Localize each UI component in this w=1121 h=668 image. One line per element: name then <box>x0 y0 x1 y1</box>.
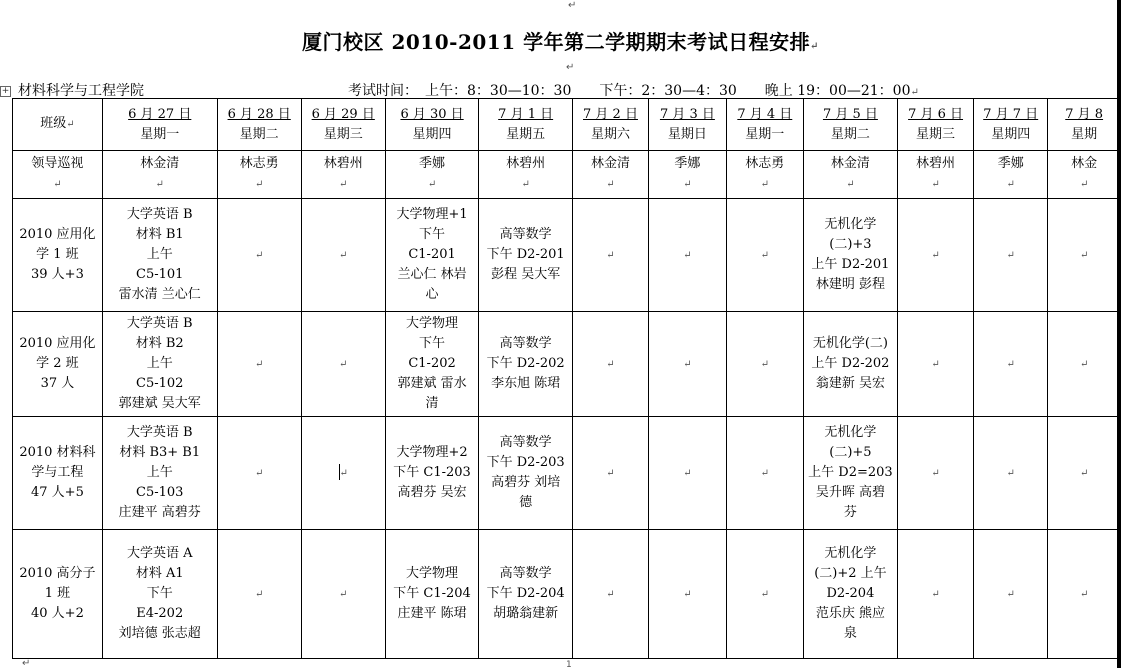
leader-label: 领导巡视 <box>31 156 84 171</box>
exam-cell[interactable] <box>479 417 573 530</box>
cell-mark: ↵ <box>931 358 940 370</box>
empty-cell[interactable] <box>572 312 648 417</box>
date-label: 7 月 3 日 <box>659 106 715 122</box>
leader-name: 林碧州 <box>323 156 363 171</box>
leader-cell[interactable] <box>102 151 217 199</box>
empty-cell[interactable] <box>898 312 974 417</box>
date-header-cell[interactable] <box>649 99 727 151</box>
leader-cell[interactable] <box>479 151 573 199</box>
cell-mark: ↵ <box>760 588 769 600</box>
cell-line: 学 2 班 <box>36 356 79 371</box>
class-row <box>13 199 1121 312</box>
exam-time-text: 考试时间： 上午：8：30—10：30 下午：2：30—4：30 晚上 19：00—21：00 <box>348 83 911 99</box>
leader-name: 林金 <box>1071 156 1098 171</box>
empty-cell[interactable] <box>649 312 727 417</box>
empty-cell[interactable] <box>572 530 648 659</box>
paragraph-mark: ↵ <box>566 62 575 73</box>
cell-mark: ↵ <box>1006 249 1015 261</box>
empty-cell[interactable] <box>898 530 974 659</box>
weekday-label: 星期二 <box>830 126 870 142</box>
cell-line: 下午 <box>419 336 446 351</box>
cell-line: (二)+2 上午 <box>814 566 887 581</box>
date-label: 7 月 8 <box>1065 106 1104 122</box>
cell-line: 上午 D2=203 <box>808 465 893 480</box>
date-header-cell[interactable] <box>217 99 301 151</box>
cell-line: 材料 B3+ B1 <box>119 445 201 460</box>
cell-mark: ↵ <box>931 249 940 261</box>
exam-cell[interactable] <box>385 199 479 312</box>
cell-line: 大学物理+2 <box>396 445 468 460</box>
cell-mark: ↵ <box>339 467 348 479</box>
cell-line: 刘培德 张志超 <box>118 626 201 641</box>
cell-line: 上午 <box>146 356 173 371</box>
page-title <box>0 26 1121 55</box>
empty-cell[interactable] <box>649 199 727 312</box>
exam-cell[interactable] <box>102 417 217 530</box>
exam-cell[interactable] <box>803 199 897 312</box>
cell-line: 无机化学 <box>824 425 877 440</box>
weekday-label: 星期一 <box>140 126 180 142</box>
date-header-cell[interactable] <box>726 99 803 151</box>
cell-line: (二)+5 <box>829 445 872 460</box>
cell-line: 范乐庆 熊应 <box>815 606 885 621</box>
cell-mark: ↵ <box>254 358 264 370</box>
leader-cell[interactable] <box>1048 151 1121 199</box>
cell-mark: ↵ <box>931 179 940 190</box>
cell-mark: ↵ <box>1079 249 1089 261</box>
date-label: 6 月 27 日 <box>128 106 192 122</box>
leader-name: 林碧州 <box>916 156 956 171</box>
cell-line: 清 <box>425 396 439 411</box>
cell-line: 郭建斌 雷水 <box>397 376 467 391</box>
cell-line: 李东旭 陈珺 <box>491 376 561 391</box>
cell-line: 德 <box>519 495 533 510</box>
cell-mark: ↵ <box>606 588 615 600</box>
exam-cell[interactable] <box>479 199 573 312</box>
cell-mark: ↵ <box>683 358 692 370</box>
class-name-cell[interactable] <box>13 199 103 312</box>
leader-cell[interactable] <box>217 151 301 199</box>
cell-mark: ↵ <box>683 588 692 600</box>
page-number: 1 <box>566 660 572 668</box>
cell-mark: ↵ <box>254 249 264 261</box>
weekday-label: 星期四 <box>412 126 452 142</box>
empty-cell[interactable] <box>974 417 1048 530</box>
date-label: 7 月 6 日 <box>908 106 964 122</box>
date-label: 7 月 5 日 <box>822 106 878 122</box>
leader-name: 林碧州 <box>506 156 546 171</box>
class-name-cell[interactable] <box>13 530 103 659</box>
cell-line: 上午 D2-202 <box>811 356 890 371</box>
class-header-cell[interactable] <box>13 99 103 151</box>
cell-mark: ↵ <box>606 249 615 261</box>
empty-cell[interactable] <box>217 530 301 659</box>
cell-mark: ↵ <box>254 179 264 190</box>
cell-mark: ↵ <box>760 358 769 370</box>
cell-mark: ↵ <box>1079 358 1089 370</box>
empty-cell[interactable] <box>726 530 803 659</box>
weekday-label: 星期六 <box>590 126 630 142</box>
date-header-cell[interactable] <box>898 99 974 151</box>
cell-line: 下午 D2-202 <box>486 356 565 371</box>
cell-line: 大学物理 <box>406 316 459 331</box>
class-row <box>13 530 1121 659</box>
cell-line: 心 <box>425 287 439 302</box>
empty-cell[interactable] <box>726 417 803 530</box>
class-row <box>13 417 1121 530</box>
cell-mark: ↵ <box>683 467 692 479</box>
empty-cell[interactable] <box>726 312 803 417</box>
weekday-label: 星期五 <box>506 126 546 142</box>
cell-line: 庄建平 陈珺 <box>397 606 467 621</box>
exam-cell[interactable] <box>479 312 573 417</box>
cell-mark: ↵ <box>427 179 437 190</box>
cell-line: 材料 A1 <box>135 566 184 581</box>
cell-mark: ↵ <box>683 179 692 190</box>
empty-cell[interactable] <box>217 312 301 417</box>
empty-cell[interactable] <box>301 530 385 659</box>
date-header-cell[interactable] <box>803 99 897 151</box>
exam-cell[interactable] <box>102 530 217 659</box>
cell-mark: ↵ <box>1079 467 1089 479</box>
leader-cell[interactable] <box>649 151 727 199</box>
cell-line: 下午 D2-203 <box>486 455 565 470</box>
exam-cell[interactable] <box>102 312 217 417</box>
date-header-cell[interactable] <box>1048 99 1121 151</box>
empty-cell[interactable] <box>301 199 385 312</box>
paragraph-mark: ↵ <box>810 41 819 52</box>
leader-label-cell[interactable] <box>13 151 103 199</box>
cell-line: 无机化学 <box>824 546 877 561</box>
cell-line: 高等数学 <box>499 336 552 351</box>
empty-cell[interactable] <box>1048 312 1121 417</box>
cell-line: 1 班 <box>44 586 71 601</box>
empty-cell[interactable] <box>974 312 1048 417</box>
date-header-cell[interactable] <box>102 99 217 151</box>
empty-cell[interactable] <box>217 199 301 312</box>
cell-line: 下午 <box>146 586 173 601</box>
date-label: 6 月 28 日 <box>227 106 291 122</box>
empty-cell[interactable] <box>217 417 301 530</box>
cell-line: 高碧芬 刘培 <box>491 475 561 490</box>
cell-line: 大学英语 B <box>126 316 193 331</box>
cell-mark: ↵ <box>1006 588 1015 600</box>
cell-line: 大学物理+1 <box>396 207 468 222</box>
cell-line: 高碧芬 吴宏 <box>397 485 467 500</box>
exam-schedule-table <box>12 98 1121 659</box>
empty-cell[interactable] <box>974 199 1048 312</box>
cell-line: 材料 B2 <box>135 336 184 351</box>
cell-mark: ↵ <box>931 467 940 479</box>
cell-line: 大学英语 A <box>126 546 193 561</box>
empty-cell[interactable] <box>649 417 727 530</box>
date-label: 7 月 4 日 <box>737 106 793 122</box>
cell-line: 下午 <box>419 227 446 242</box>
cell-line: 大学英语 B <box>126 207 193 222</box>
cell-line: 2010 高分子 <box>19 566 96 581</box>
class-name-cell[interactable] <box>13 312 103 417</box>
cell-mark: ↵ <box>760 249 769 261</box>
cell-mark: ↵ <box>53 179 62 190</box>
leader-name: 林志勇 <box>239 156 279 171</box>
cell-mark: ↵ <box>1006 467 1015 479</box>
date-header-cell[interactable] <box>385 99 479 151</box>
cell-line: (二)+3 <box>829 237 872 252</box>
leader-name: 季娜 <box>997 156 1024 171</box>
empty-cell[interactable] <box>1048 199 1121 312</box>
cell-line: C1-202 <box>408 356 456 371</box>
date-header-cell[interactable] <box>974 99 1048 151</box>
cell-mark: ↵ <box>339 249 348 261</box>
cell-mark: ↵ <box>760 467 769 479</box>
cell-line: 下午 C1-204 <box>393 586 471 601</box>
cell-line: 下午 D2-204 <box>486 586 565 601</box>
cell-line: 47 人+5 <box>31 485 84 500</box>
cell-mark: ↵ <box>606 358 615 370</box>
cell-mark: ↵ <box>254 467 264 479</box>
cell-mark: ↵ <box>155 179 164 190</box>
exam-cell[interactable] <box>803 312 897 417</box>
weekday-label: 星期二 <box>239 126 279 142</box>
weekday-label: 星期三 <box>916 126 956 142</box>
class-header-label: 班级 <box>40 116 67 131</box>
cell-line: 无机化学(二) <box>812 336 888 351</box>
cell-line: 2010 材料科 <box>19 445 96 460</box>
cell-line: C5-102 <box>136 376 184 391</box>
table-move-handle-icon[interactable]: + <box>1 86 10 96</box>
cell-line: 2010 应用化 <box>19 336 96 351</box>
cell-mark: ↵ <box>931 588 940 600</box>
weekday-label: 星期日 <box>667 126 707 142</box>
exam-cell[interactable] <box>102 199 217 312</box>
cell-mark: ↵ <box>1006 179 1015 190</box>
cell-mark: ↵ <box>846 179 855 190</box>
empty-cell[interactable] <box>898 417 974 530</box>
cell-line: 高等数学 <box>499 566 552 581</box>
cell-line: 材料 B1 <box>135 227 184 242</box>
cell-line: 高等数学 <box>499 227 552 242</box>
cell-line: 大学物理 <box>406 566 459 581</box>
title-text: 厦门校区 2010-2011 学年第二学期期末考试日程安排 <box>302 30 811 54</box>
cell-mark: ↵ <box>606 179 615 190</box>
leader-name: 林金清 <box>140 156 180 171</box>
date-header-cell[interactable] <box>479 99 573 151</box>
empty-cell[interactable] <box>649 530 727 659</box>
exam-time-line <box>348 80 919 100</box>
cell-line: D2-204 <box>826 586 875 601</box>
cell-line: 翁建新 吴宏 <box>815 376 885 391</box>
cell-line: 吴升晖 高碧 <box>815 485 885 500</box>
exam-cell[interactable] <box>385 312 479 417</box>
cell-line: 庄建平 高碧芬 <box>118 505 201 520</box>
exam-cell[interactable] <box>803 530 897 659</box>
leader-cell[interactable] <box>572 151 648 199</box>
leader-cell[interactable] <box>898 151 974 199</box>
cell-mark: ↵ <box>339 588 348 600</box>
header-row <box>13 99 1121 151</box>
cell-mark: ↵ <box>606 467 615 479</box>
empty-cell[interactable] <box>572 417 648 530</box>
weekday-label: 星期四 <box>991 126 1031 142</box>
cell-mark: ↵ <box>683 249 692 261</box>
college-name: 材料科学与工程学院 <box>18 83 144 99</box>
leader-cell[interactable] <box>301 151 385 199</box>
cell-line: 兰心仁 林岩 <box>397 267 467 282</box>
cell-line: 下午 D2-201 <box>486 247 565 262</box>
date-header-cell[interactable] <box>572 99 648 151</box>
cell-line: 无机化学 <box>824 217 877 232</box>
leader-row <box>13 151 1121 199</box>
cell-mark: ↵ <box>339 358 348 370</box>
date-label: 6 月 29 日 <box>311 106 375 122</box>
weekday-label: 星期三 <box>323 126 363 142</box>
empty-cell[interactable] <box>974 530 1048 659</box>
cell-line: 39 人+3 <box>31 267 84 282</box>
exam-cell[interactable] <box>385 417 479 530</box>
cell-mark: ↵ <box>1079 179 1089 190</box>
cell-line: C5-103 <box>136 485 184 500</box>
empty-cell[interactable] <box>1048 417 1121 530</box>
date-label: 7 月 7 日 <box>983 106 1039 122</box>
cell-line: 下午 C1-203 <box>393 465 471 480</box>
leader-name: 季娜 <box>419 156 446 171</box>
cell-line: 高等数学 <box>499 435 552 450</box>
paragraph-mark: ↵ <box>910 87 919 98</box>
empty-cell[interactable] <box>301 417 385 530</box>
cell-line: 学 1 班 <box>36 247 79 262</box>
cell-line: 大学英语 B <box>126 425 193 440</box>
cell-line: 林建明 彭程 <box>815 277 885 292</box>
class-row <box>13 312 1121 417</box>
cell-line: 彭程 吴大军 <box>491 267 561 282</box>
cell-mark: ↵ <box>254 588 264 600</box>
paragraph-mark: ↵ <box>568 0 577 11</box>
cell-line: 胡璐翁建新 <box>493 606 559 621</box>
leader-name: 林金清 <box>830 156 870 171</box>
cell-line: C1-201 <box>408 247 456 262</box>
weekday-label: 星期 <box>1071 126 1098 142</box>
cell-line: 37 人 <box>40 376 75 391</box>
empty-cell[interactable] <box>572 199 648 312</box>
cell-line: 2010 应用化 <box>19 227 96 242</box>
exam-cell[interactable] <box>479 530 573 659</box>
leader-cell[interactable] <box>803 151 897 199</box>
cell-mark: ↵ <box>339 179 348 190</box>
date-label: 7 月 1 日 <box>498 106 554 122</box>
exam-cell[interactable] <box>385 530 479 659</box>
empty-cell[interactable] <box>726 199 803 312</box>
paragraph-mark: ↵ <box>22 658 31 668</box>
exam-cell[interactable] <box>803 417 897 530</box>
cell-line: 雷水清 兰心仁 <box>118 287 201 302</box>
date-header-cell[interactable] <box>301 99 385 151</box>
date-label: 6 月 30 日 <box>400 106 464 122</box>
cell-mark: ↵ <box>1079 588 1089 600</box>
cell-line: 郭建斌 吴大军 <box>118 396 201 411</box>
cell-line: 40 人+2 <box>31 606 84 621</box>
cell-line: E4-202 <box>136 606 184 621</box>
cell-mark: ↵ <box>66 119 75 130</box>
date-label: 7 月 2 日 <box>583 106 638 122</box>
cell-line: 学与工程 <box>31 465 84 480</box>
cell-mark: ↵ <box>1006 358 1015 370</box>
weekday-label: 星期一 <box>745 126 785 142</box>
leader-name: 林志勇 <box>745 156 785 171</box>
cell-mark: ↵ <box>521 179 530 190</box>
empty-cell[interactable] <box>1048 530 1121 659</box>
cell-line: C5-101 <box>136 267 184 282</box>
leader-cell[interactable] <box>974 151 1048 199</box>
empty-cell[interactable] <box>898 199 974 312</box>
class-name-cell[interactable] <box>13 417 103 530</box>
leader-name: 季娜 <box>674 156 701 171</box>
cell-line: 上午 <box>146 465 173 480</box>
page-edge <box>1117 0 1121 668</box>
cell-line: 芬 <box>843 505 857 520</box>
empty-cell[interactable] <box>301 312 385 417</box>
cell-mark: ↵ <box>760 179 769 190</box>
leader-cell[interactable] <box>385 151 479 199</box>
leader-name: 林金清 <box>590 156 630 171</box>
leader-cell[interactable] <box>726 151 803 199</box>
cell-line: 泉 <box>843 626 857 641</box>
cell-line: 上午 D2-201 <box>811 257 890 272</box>
cell-line: 上午 <box>146 247 173 262</box>
